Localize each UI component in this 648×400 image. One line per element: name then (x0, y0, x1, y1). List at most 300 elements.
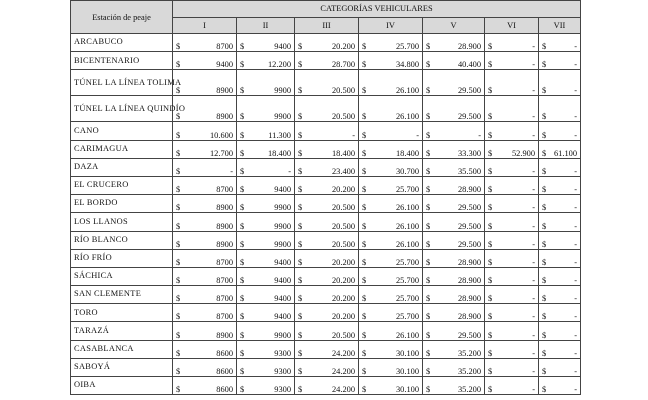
currency-symbol: $ (488, 60, 493, 70)
rate-value: 8600 (216, 348, 233, 358)
currency-symbol: $ (298, 257, 303, 267)
rate-value: - (574, 385, 577, 395)
currency-symbol: $ (426, 257, 431, 267)
rate-value: 20.500 (331, 330, 355, 340)
rate-cell (173, 34, 237, 52)
rate-value: 8900 (216, 112, 233, 122)
currency-symbol: $ (176, 221, 181, 231)
rate-value: - (574, 130, 577, 140)
rate-value: 20.500 (331, 221, 355, 231)
rate-value: 20.200 (331, 312, 355, 322)
currency-symbol: $ (542, 42, 547, 52)
rate-cell (173, 140, 237, 158)
rate-value: - (352, 130, 355, 140)
currency-symbol: $ (298, 348, 303, 358)
rate-value: 8700 (216, 185, 233, 195)
rate-cell (237, 304, 295, 322)
rate-cell (359, 158, 423, 176)
rate-value: - (532, 330, 535, 340)
table-row (71, 377, 581, 395)
rate-cell (237, 70, 295, 96)
rate-value: 8700 (216, 42, 233, 52)
rate-value: 29.500 (457, 239, 481, 249)
rate-value: 33.300 (457, 148, 481, 158)
currency-symbol: $ (488, 276, 493, 286)
rate-cell (295, 195, 359, 213)
rate-value: 8900 (216, 239, 233, 249)
rate-cell (539, 267, 581, 285)
currency-symbol: $ (426, 203, 431, 213)
currency-symbol: $ (362, 166, 367, 176)
table-row (71, 96, 581, 122)
currency-symbol: $ (298, 203, 303, 213)
rate-value: 20.500 (331, 203, 355, 213)
currency-symbol: $ (362, 348, 367, 358)
currency-symbol: $ (298, 166, 303, 176)
currency-symbol: $ (542, 166, 547, 176)
rate-cell (295, 377, 359, 395)
rate-value: 26.100 (395, 239, 419, 249)
table-row (71, 358, 581, 376)
rate-cell (173, 377, 237, 395)
rate-cell (539, 358, 581, 376)
rate-value: 10.600 (209, 130, 233, 140)
rate-value: 24.200 (331, 367, 355, 376)
currency-symbol: $ (488, 385, 493, 395)
rate-cell (485, 267, 539, 285)
rate-value: 9400 (216, 60, 233, 70)
rate-value: 30.100 (395, 385, 419, 395)
currency-symbol: $ (298, 294, 303, 304)
currency-symbol: $ (488, 185, 493, 195)
rate-cell (485, 140, 539, 158)
rate-value: - (532, 294, 535, 304)
rate-value: - (574, 367, 577, 376)
rate-cell (295, 322, 359, 340)
rate-cell (423, 70, 485, 96)
rate-value: - (574, 348, 577, 358)
rate-cell (539, 322, 581, 340)
table-row (71, 322, 581, 340)
rate-value: 35.200 (457, 367, 481, 376)
rate-cell (423, 52, 485, 70)
rate-cell (359, 231, 423, 249)
rate-value: - (574, 42, 577, 52)
rate-value: 20.200 (331, 276, 355, 286)
currency-symbol: $ (488, 312, 493, 322)
rate-cell (423, 158, 485, 176)
rate-cell (485, 249, 539, 267)
currency-symbol: $ (488, 86, 493, 96)
rate-value: - (574, 86, 577, 96)
rate-cell (295, 176, 359, 194)
rate-cell (295, 122, 359, 140)
rate-value: 8600 (216, 367, 233, 376)
currency-symbol: $ (362, 367, 367, 376)
category-header: VI (485, 17, 539, 34)
rate-cell (359, 377, 423, 395)
rate-value: 29.500 (457, 112, 481, 122)
table-row (71, 267, 581, 285)
currency-symbol: $ (362, 112, 367, 122)
rate-value: 20.500 (331, 239, 355, 249)
rate-cell (423, 377, 485, 395)
rate-cell (359, 96, 423, 122)
rate-value: 9400 (274, 42, 291, 52)
currency-symbol: $ (176, 276, 181, 286)
rate-cell (539, 34, 581, 52)
rate-value: 9400 (274, 276, 291, 286)
rate-value: 25.700 (395, 42, 419, 52)
rate-value: - (574, 60, 577, 70)
currency-symbol: $ (426, 312, 431, 322)
currency-symbol: $ (176, 348, 181, 358)
toll-rates-table (70, 0, 581, 395)
rate-value: 12.200 (267, 60, 291, 70)
currency-symbol: $ (298, 221, 303, 231)
currency-symbol: $ (240, 112, 245, 122)
rate-value: 8700 (216, 276, 233, 286)
rate-cell (173, 70, 237, 96)
currency-symbol: $ (298, 367, 303, 376)
rate-cell (423, 304, 485, 322)
rate-value: 35.500 (457, 166, 481, 176)
table-row (71, 286, 581, 304)
currency-symbol: $ (240, 385, 245, 395)
station-name: SÁCHICA (71, 267, 173, 285)
currency-symbol: $ (240, 312, 245, 322)
table-row (71, 340, 581, 358)
rate-value: 9300 (274, 367, 291, 376)
table-row (71, 195, 581, 213)
rate-cell (485, 340, 539, 358)
rate-value: 18.400 (267, 148, 291, 158)
rate-cell (485, 122, 539, 140)
rate-value: 23.400 (331, 166, 355, 176)
rate-value: 29.500 (457, 86, 481, 96)
table-row (71, 52, 581, 70)
rate-value: 28.900 (457, 185, 481, 195)
rate-cell (539, 340, 581, 358)
rate-cell (539, 213, 581, 231)
rate-cell (295, 267, 359, 285)
table-row (71, 249, 581, 267)
station-name: EL BORDO (71, 195, 173, 213)
currency-symbol: $ (542, 239, 547, 249)
currency-symbol: $ (298, 185, 303, 195)
table-row (71, 231, 581, 249)
currency-symbol: $ (240, 86, 245, 96)
currency-symbol: $ (542, 276, 547, 286)
currency-symbol: $ (426, 130, 431, 140)
rate-value: - (532, 60, 535, 70)
rate-value: 20.200 (331, 42, 355, 52)
currency-symbol: $ (298, 276, 303, 286)
rate-value: 26.100 (395, 86, 419, 96)
table-row (71, 140, 581, 158)
station-name: RÍO BLANCO (71, 231, 173, 249)
rate-cell (237, 158, 295, 176)
currency-symbol: $ (488, 166, 493, 176)
rate-value: 28.900 (457, 257, 481, 267)
rate-value: - (574, 257, 577, 267)
rate-value: 25.700 (395, 312, 419, 322)
table-row (71, 122, 581, 140)
rate-value: 35.200 (457, 385, 481, 395)
rate-value: 9900 (274, 86, 291, 96)
rate-value: 9900 (274, 112, 291, 122)
rate-value: 26.100 (395, 221, 419, 231)
rate-cell (237, 358, 295, 376)
rate-value: - (532, 348, 535, 358)
rate-value: - (532, 367, 535, 376)
station-name: TARAZÁ (71, 322, 173, 340)
currency-symbol: $ (298, 385, 303, 395)
currency-symbol: $ (240, 130, 245, 140)
rate-value: - (532, 166, 535, 176)
currency-symbol: $ (176, 385, 181, 395)
currency-symbol: $ (542, 257, 547, 267)
rate-value: - (532, 312, 535, 322)
rate-cell (173, 195, 237, 213)
rate-cell (295, 140, 359, 158)
rate-value: - (574, 312, 577, 322)
rate-value: 18.400 (331, 148, 355, 158)
rate-value: 20.200 (331, 294, 355, 304)
station-name: TORO (71, 304, 173, 322)
rate-cell (173, 52, 237, 70)
currency-symbol: $ (426, 385, 431, 395)
rate-value: 29.500 (457, 203, 481, 213)
rate-cell (485, 96, 539, 122)
station-name: OIBA (71, 377, 173, 395)
rate-value: - (574, 185, 577, 195)
rate-cell (539, 377, 581, 395)
currency-symbol: $ (240, 348, 245, 358)
rate-cell (173, 213, 237, 231)
currency-symbol: $ (176, 60, 181, 70)
station-name: TÚNEL LA LÍNEA QUINDÍO (71, 96, 173, 122)
rate-cell (295, 158, 359, 176)
rate-value: 20.500 (331, 112, 355, 122)
rate-cell (485, 358, 539, 376)
rate-cell (295, 231, 359, 249)
rate-cell (295, 96, 359, 122)
rate-cell (173, 122, 237, 140)
rate-value: 8900 (216, 330, 233, 340)
rate-cell (173, 286, 237, 304)
rate-value: - (532, 239, 535, 249)
currency-symbol: $ (240, 330, 245, 340)
rate-cell (173, 340, 237, 358)
currency-symbol: $ (542, 86, 547, 96)
currency-symbol: $ (362, 42, 367, 52)
rate-cell (485, 176, 539, 194)
currency-symbol: $ (362, 86, 367, 96)
currency-symbol: $ (488, 367, 493, 376)
currency-symbol: $ (542, 130, 547, 140)
rate-value: 8700 (216, 294, 233, 304)
rate-value: 8700 (216, 312, 233, 322)
currency-symbol: $ (176, 42, 181, 52)
currency-symbol: $ (426, 148, 431, 158)
rate-cell (237, 322, 295, 340)
currency-symbol: $ (176, 367, 181, 376)
currency-symbol: $ (426, 330, 431, 340)
rate-cell (359, 140, 423, 158)
station-name: BICENTENARIO (71, 52, 173, 70)
rate-value: - (574, 112, 577, 122)
rate-value: 34.800 (395, 60, 419, 70)
rate-cell (423, 286, 485, 304)
rate-value: 9300 (274, 385, 291, 395)
currency-symbol: $ (488, 348, 493, 358)
station-name: TÚNEL LA LÍNEA TOLIMA (71, 70, 173, 96)
currency-symbol: $ (240, 239, 245, 249)
rate-cell (295, 340, 359, 358)
rate-value: 9400 (274, 312, 291, 322)
rate-cell (173, 267, 237, 285)
rate-cell (173, 322, 237, 340)
rate-value: - (532, 276, 535, 286)
rate-cell (423, 249, 485, 267)
rate-cell (237, 340, 295, 358)
currency-symbol: $ (426, 185, 431, 195)
rate-cell (295, 52, 359, 70)
rate-value: - (532, 257, 535, 267)
rate-value: - (574, 221, 577, 231)
rate-value: 11.300 (268, 130, 291, 140)
currency-symbol: $ (176, 185, 181, 195)
currency-symbol: $ (176, 203, 181, 213)
rate-cell (359, 340, 423, 358)
rate-value: 26.100 (395, 203, 419, 213)
currency-symbol: $ (176, 130, 181, 140)
rate-cell (423, 267, 485, 285)
rate-cell (359, 322, 423, 340)
currency-symbol: $ (542, 185, 547, 195)
rate-value: 9900 (274, 330, 291, 340)
rate-cell (359, 249, 423, 267)
currency-symbol: $ (362, 385, 367, 395)
rate-value: 28.900 (457, 42, 481, 52)
rate-cell (485, 70, 539, 96)
currency-symbol: $ (298, 42, 303, 52)
currency-symbol: $ (240, 203, 245, 213)
currency-symbol: $ (362, 203, 367, 213)
rate-cell (237, 231, 295, 249)
rate-value: - (574, 166, 577, 176)
rate-cell (359, 213, 423, 231)
rate-cell (237, 267, 295, 285)
rate-cell (539, 96, 581, 122)
rate-cell (359, 70, 423, 96)
rate-value: 8700 (216, 257, 233, 267)
table-body (71, 34, 581, 395)
currency-symbol: $ (426, 221, 431, 231)
rate-value: 25.700 (395, 257, 419, 267)
rate-cell (539, 70, 581, 96)
rate-value: 24.200 (331, 385, 355, 395)
rate-value: 9400 (274, 185, 291, 195)
rate-cell (237, 249, 295, 267)
category-header: II (237, 17, 295, 34)
category-header: VII (539, 17, 581, 34)
rate-value: 8900 (216, 221, 233, 231)
rate-value: 61.100 (553, 148, 577, 158)
currency-symbol: $ (298, 112, 303, 122)
rate-cell (359, 195, 423, 213)
rate-cell (237, 140, 295, 158)
category-header: III (295, 17, 359, 34)
station-name: CASABLANCA (71, 340, 173, 358)
rate-cell (485, 286, 539, 304)
rate-value: - (574, 239, 577, 249)
rate-cell (423, 213, 485, 231)
station-name: CANO (71, 122, 173, 140)
currency-symbol: $ (488, 42, 493, 52)
rate-cell (295, 34, 359, 52)
rate-cell (539, 158, 581, 176)
category-header: I (173, 17, 237, 34)
rate-cell (539, 140, 581, 158)
station-name: LOS LLANOS (71, 213, 173, 231)
currency-symbol: $ (298, 86, 303, 96)
rate-value: 8600 (216, 385, 233, 395)
rate-cell (359, 286, 423, 304)
rate-cell (423, 140, 485, 158)
currency-symbol: $ (426, 348, 431, 358)
currency-symbol: $ (362, 330, 367, 340)
rate-cell (359, 267, 423, 285)
currency-symbol: $ (426, 166, 431, 176)
currency-symbol: $ (298, 60, 303, 70)
rate-value: - (532, 203, 535, 213)
station-name: SAN CLEMENTE (71, 286, 173, 304)
rate-value: 25.700 (395, 294, 419, 304)
currency-symbol: $ (542, 60, 547, 70)
currency-symbol: $ (542, 148, 547, 158)
rate-cell (485, 304, 539, 322)
currency-symbol: $ (542, 385, 547, 395)
currency-symbol: $ (426, 294, 431, 304)
rate-cell (295, 358, 359, 376)
rate-value: 28.900 (457, 276, 481, 286)
rate-cell (485, 377, 539, 395)
rate-cell (359, 34, 423, 52)
rate-cell (237, 52, 295, 70)
currency-symbol: $ (176, 166, 181, 176)
currency-symbol: $ (426, 367, 431, 376)
currency-symbol: $ (176, 86, 181, 96)
currency-symbol: $ (176, 294, 181, 304)
rate-value: - (532, 130, 535, 140)
rate-cell (539, 231, 581, 249)
rate-value: 9900 (274, 239, 291, 249)
rate-value: 52.900 (511, 148, 535, 158)
rate-cell (359, 52, 423, 70)
currency-symbol: $ (488, 257, 493, 267)
currency-symbol: $ (488, 294, 493, 304)
rate-value: 9400 (274, 257, 291, 267)
currency-symbol: $ (362, 148, 367, 158)
currency-symbol: $ (240, 185, 245, 195)
currency-symbol: $ (362, 221, 367, 231)
currency-symbol: $ (488, 239, 493, 249)
currency-symbol: $ (426, 239, 431, 249)
currency-symbol: $ (426, 60, 431, 70)
rate-cell (295, 213, 359, 231)
